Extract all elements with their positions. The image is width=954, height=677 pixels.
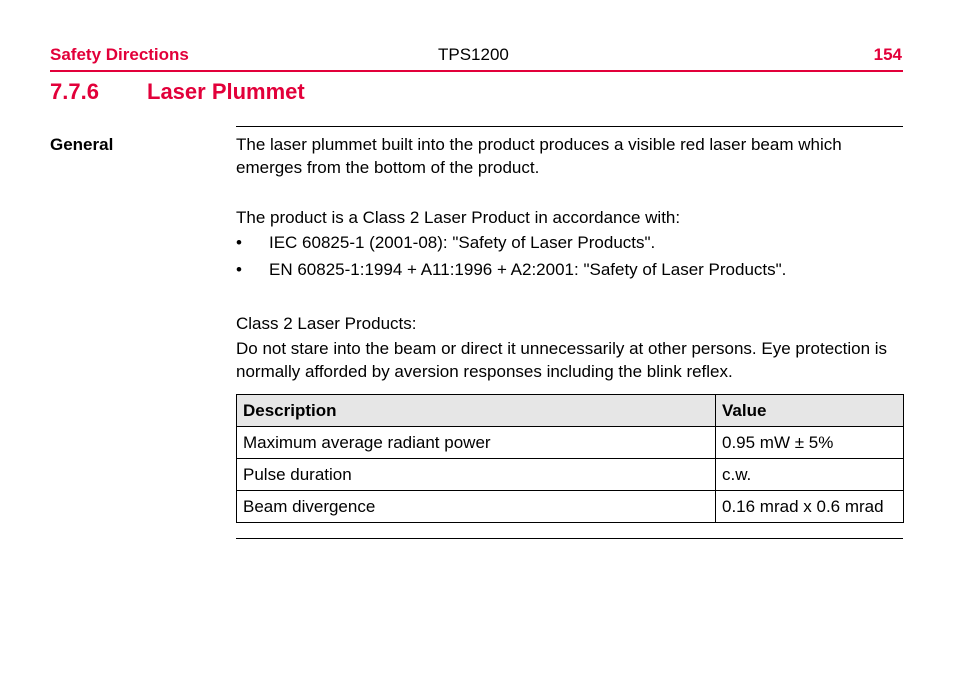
- header-section-name: Safety Directions: [50, 45, 189, 64]
- header-divider: [50, 70, 903, 72]
- section-number: 7.7.6: [50, 79, 99, 104]
- table-header-row: [237, 395, 904, 427]
- table-cell-description: Maximum average radiant power: [237, 427, 716, 459]
- side-heading-general: General: [50, 135, 114, 154]
- class-heading: Class 2 Laser Products:: [236, 314, 417, 333]
- list-item-text: IEC 60825-1 (2001-08): "Safety of Laser Products".: [269, 233, 656, 252]
- table-cell-description: Beam divergence: [237, 491, 716, 523]
- class-warning-text: Do not stare into the beam or direct it unnecessarily at other persons. Eye protection is normally afforded by aversion responses including the blink reflex.: [236, 339, 888, 381]
- list-item-text: EN 60825-1:1994 + A11:1996 + A2:2001: "Safety of Laser Products".: [269, 260, 787, 279]
- bullet-marker: •: [236, 233, 242, 252]
- table-row: [237, 459, 904, 491]
- header-page-number: 154: [873, 45, 902, 64]
- table-cell-description: Pulse duration: [237, 459, 716, 491]
- header-product-name: TPS1200: [438, 45, 509, 64]
- section-title: Laser Plummet: [147, 79, 305, 104]
- table-cell-value: 0.16 mrad x 0.6 mrad: [716, 491, 904, 523]
- column-header-description: Description: [237, 395, 716, 427]
- table-cell-value: 0.95 mW ± 5%: [716, 427, 904, 459]
- content-top-rule: [236, 126, 903, 127]
- specs-table: [236, 394, 904, 523]
- class-statement: The product is a Class 2 Laser Product in accordance with:: [236, 208, 681, 227]
- content-bottom-rule: [236, 538, 903, 539]
- table-cell-value: c.w.: [716, 459, 904, 491]
- table-row: [237, 491, 904, 523]
- table-row: [237, 427, 904, 459]
- column-header-value: Value: [716, 395, 904, 427]
- intro-paragraph: The laser plummet built into the product produces a visible red laser beam which emerges from the bottom of the product.: [236, 135, 842, 177]
- bullet-marker: •: [236, 260, 242, 279]
